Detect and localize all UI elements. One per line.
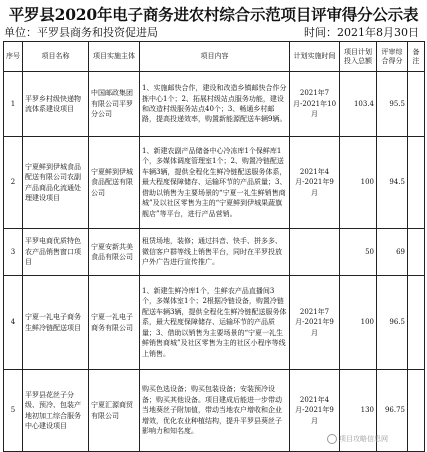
table-row	[4, 72, 425, 137]
cell-period	[290, 229, 340, 276]
cell-period: 2021年4月-2021年9月	[290, 370, 340, 452]
cell-name: 平罗电商优质特色农产品销售窗口项目	[23, 229, 89, 276]
table-row	[4, 229, 425, 276]
header-name: 项目名称	[23, 42, 89, 72]
cell-score: 96.5	[377, 276, 408, 370]
cell-no: 5	[4, 370, 23, 452]
cell-org: 宁夏鲜到伊城食品配送有限公司	[89, 137, 140, 229]
header-remark: 备注	[408, 42, 425, 72]
watermark-text: 项目攻略信息网	[339, 435, 388, 443]
table-row	[4, 137, 425, 229]
cell-no: 1	[4, 72, 23, 137]
cell-score: 69	[377, 229, 408, 276]
cell-remark	[408, 276, 425, 370]
cell-no: 2	[4, 137, 23, 229]
header-org: 项目实施主体	[89, 42, 140, 72]
date-label: 时间：2021年8月30日	[304, 26, 419, 39]
cell-content: 1、新建农副产品储备中心冷冻库1个保鲜库1个，多媒体调度管理室1个；2、购置冷链配送车辆3辆，提供全程化生鲜冷链配送服务体系，最大程度保障储存、运输环节的产品质量；3、借助以销售为主要场景的“宁夏一礼生鲜销售商城”及以社区零售为主的“宁夏鲜到伊城果蔬旗舰店”等平台，进行产品营销。	[140, 137, 290, 229]
cell-period: 2021年4月-2021年9月	[290, 137, 340, 229]
cell-investment: 130	[340, 370, 377, 452]
cell-investment: 50	[340, 229, 377, 276]
cell-score: 94.5	[377, 137, 408, 229]
cell-name: 宁夏一礼电子商务生鲜冷链配送项目	[23, 276, 89, 370]
cell-org: 宁夏安新共美食品有限公司	[89, 229, 140, 276]
cell-remark	[408, 229, 425, 276]
watermark-logo-icon	[327, 434, 337, 444]
cell-investment: 103.4	[340, 72, 377, 137]
header-investment: 项目计划投入总额	[340, 42, 377, 72]
cell-content: 1、实施邮快合作，建设和改造乡镇邮快合作分拣中心1个；2、拓展村级站点服务功能，建设和改造村级服务站点40个；3、畅通乡村邮路，提高投递效率，购置新能源配送车辆9辆。	[140, 72, 290, 137]
subtitle-line	[4, 24, 423, 41]
table-row	[4, 276, 425, 370]
cell-investment: 100	[340, 276, 377, 370]
header-no: 序号	[4, 42, 23, 72]
header-period: 计划实施时间	[290, 42, 340, 72]
watermark	[327, 434, 388, 444]
cell-content: 购买色选设备；购买包装设备；安装预冷设备；购买其他设备。项目建成后能进一步带动当地葵丝子附加值，带动当地农户增收和企业增效，优化农业种植结构，提升平罗县葵丝子影响力和知名度。	[140, 370, 290, 452]
cell-investment: 100	[340, 137, 377, 229]
cell-no: 3	[4, 229, 23, 276]
cell-remark	[408, 137, 425, 229]
cell-content: 1、新建生鲜冷库1个，生鲜农产品直播间3个，多媒体室1个；2根据冷链设备，购置冷链配送车辆3辆，提供全程化生鲜冷链配送服务体系，最大程度保障储存、运输环节的产品质量；3、借助以销售为主要场景的“宁夏一礼生鲜销售商城”及社区零售为主的社区小程序等线上销售。	[140, 276, 290, 370]
header-row	[4, 42, 425, 72]
page-title: 平罗县2020年电子商务进农村综合示范项目评审得分公示表	[8, 5, 419, 24]
cell-score: 96.75	[377, 370, 408, 452]
cell-remark	[408, 72, 425, 137]
cell-org: 中国邮政集团有限公司平罗分公司	[89, 72, 140, 137]
cell-name: 宁夏鲜到伊城食品配送有限公司农副产品商品化流通处理建设项目	[23, 137, 89, 229]
cell-content: 租赁场地，装修；通过抖音、快手、拼多多、微信客户群等线上销售平台，同时在平罗投放户外广告进行宣传推广。	[140, 229, 290, 276]
header-content: 项目内容	[140, 42, 290, 72]
cell-score: 95.5	[377, 72, 408, 137]
cell-no: 4	[4, 276, 23, 370]
score-table	[3, 41, 425, 452]
cell-org: 宁夏一礼电子商务有限公司	[89, 276, 140, 370]
cell-name: 平罗乡村级快递物流体系建设项目	[23, 72, 89, 137]
cell-org: 宁夏汇源商贸有限公司	[89, 370, 140, 452]
cell-name: 平罗县花丝子分级、预冷、包装产地初加工综合服务中心建设项目	[23, 370, 89, 452]
unit-label: 单位：平罗县商务和投资促进局	[4, 26, 158, 39]
cell-remark	[408, 370, 425, 452]
cell-period: 2021年7月-2021年10月	[290, 72, 340, 137]
header-score: 评审综合得分	[377, 42, 408, 72]
cell-period: 2021年7月-2021年9月	[290, 276, 340, 370]
